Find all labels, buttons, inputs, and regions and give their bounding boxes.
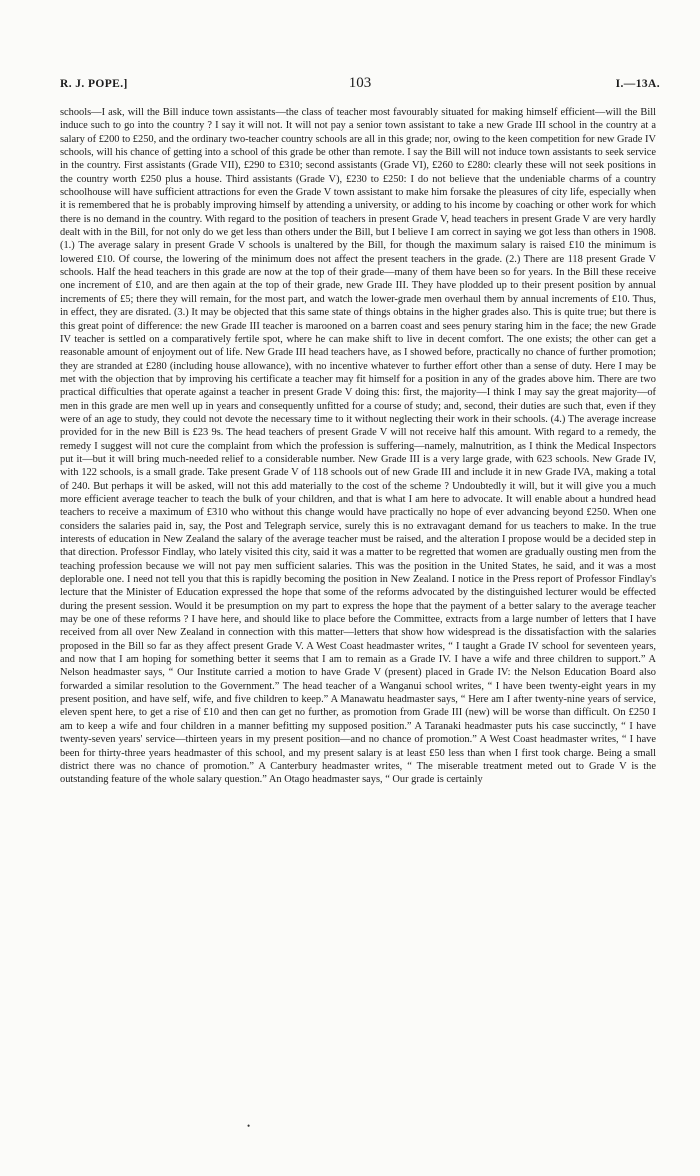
footer-mark: •	[247, 1121, 251, 1131]
body-paragraph-container	[60, 106, 656, 787]
page-header	[60, 75, 660, 96]
page-number: 103	[348, 75, 372, 91]
running-head-author: R. J. POPE.]	[60, 78, 128, 90]
body-paragraph: schools—I ask, will the Bill induce town assistants—the class of teacher most favourably situated for making himself efficient—will the Bill induce such to go into the country ? I say it will not. It will not pay a senior town assistant to take a new Grade III school in the country at a salary of £200 to £250, and the ordinary two-teacher country schools are all in this grade; nor, owing to the keen competition for new Grade IV schools, will his chance of getting into a school of this grade be other than remote. I say the Bill will not induce town assistants to seek service in the country. First assistants (Grade VII), £290 to £310; second assistants (Grade VI), £260 to £280: clearly these will not seek positions in the country worth £250 plus a house. Third assistants (Grade V), £230 to £250: I do not believe that the undeniable charms of a country schoolhouse will have sufficient attractions for even the Grade V town assistant to make him forsake the pleasures of city life, especially when it is remembered that he is probably improving himself by attending a university, or adding to his income by coaching or other work for which there is no demand in the country. With regard to the position of teachers in present Grade V, head teachers in present Grade V are very hardly dealt with in the Bill, for not only do we get less than others under the Bill, but I believe I am correct in saying we got less than others in 1908. (1.) The average salary in present Grade V schools is unaltered by the Bill, for though the maximum salary is raised £10 the minimum is lowered £10. Of course, the lowering of the minimum does not affect the present teachers in the grade. (2.) There are 118 present Grade V schools. Half the head teachers in this grade are now at the top of their grade—many of them have been so for years. In the Bill these receive one increment of £10, and are then again at the top of their grade, new Grade III. They have plodded up to their present position by annual increments of £5; there they will remain, for the most part, and watch the lower-grade men overhaul them by annual increments of £10. Thus, in effect, they are disrated. (3.) It may be objected that this same state of things obtains in the higher grades also. This is quite true; but there is this great point of difference: the new Grade III teacher is marooned on a barren coast and sees penury staring him in the face; the new Grade IV teacher is settled on a comparatively fertile spot, where he can make shift to live in decent comfort. The one exists; the other can get a reasonable amount of enjoyment out of life. New Grade III head teachers have, as I showed before, practically no chance of further promotion; they are stranded at £280 (including house allowance), with no incentive whatever to further effort other than a sense of duty. Here I may be met with the objection that by improving his certificate a teacher may fit himself for a position in any of the grades above him. There are two practical difficulties that operate against a teacher in present Grade V doing this: first, the majority—I think I may say the great majority—of men in this grade are men well up in years and consequently unfitted for a course of study; and, second, their duties are such that, even if they were of an age to study, they could not devote the necessary time to it without neglecting their work in their schools. (4.) The average increase provided for in the new Bill is £23 9s. The head teachers of present Grade V will not receive half this amount. With regard to a remedy, the remedy I suggest will not cure the complaint from which the profession is suffering—namely, malnutrition, as I think the Medical Inspectors put it—but it will bring much-needed relief to a considerable number. New Grade III is a very large grade, with 623 schools. New Grade IV, with 122 schools, is a small grade. Take present Grade V of 118 schools out of new Grade III and include it in new Grade IVA, making a total of 240. But perhaps it will be asked, will not this add materially to the cost of the scheme ? Undoubtedly it will, but it will give you a much more efficient average teacher to teach the bulk of your children, and that is what I am here to advocate. It will enable about a hundred head teachers to receive a maximum of £310 who without this change would have practically no hope of ever advancing beyond £250. When one considers the salaries paid in, say, the Post and Telegraph service, surely this is no extravagant demand for us teachers to make. In the true interests of education in New Zealand the salary of the average teacher must be raised, and the alteration I propose would be a decided step in that direction. Professor Findlay, who lately visited this city, said it was a matter to be regretted that women are gradually ousting men from the teaching profession because we will not pay men sufficient salaries. This was the position in the United States, he said, and it was a most deplorable one. I need not tell you that this is rapidly becoming the position in New Zealand. I notice in the Press report of Professor Findlay's lecture that the Minister of Education expressed the hope that some of the reforms advocated by the distinguished lecturer would be effected during the present session. Would it be presumption on my part to express the hope that the payment of a better salary to the average teacher may be one of these reforms ? I have here, and should like to place before the Committee, extracts from a large number of letters that I have received from all over New Zealand in connection with this matter—letters that show how widespread is the dissatisfaction with the salaries proposed in the Bill so far as they affect present Grade V. A West Coast headmaster writes, “ I taught a Grade IV school for seventeen years, and now that I am hoping for something better it seems that I am to remain as a Grade IV. I have a wife and three children to support.” A Nelson headmaster says, “ Our Institute carried a motion to have Grade V (present) placed in Grade IV: the Nelson Education Board also forwarded a similar resolution to the Government.” The head teacher of a Wanganui school writes, “ I have been twenty-eight years in my present position, and have self, wife, and five children to keep.” A Manawatu headmaster says, “ Here am I after twenty-nine years of service, eleven spent here, to get a rise of £10 and then can get no further, as promotion from Grade III (new) will be worse than difficult. On £250 I am to keep a wife and four children in a manner befitting my supposed position.” A Taranaki headmaster puts his case succinctly, “ I have twenty-seven years' service—thirteen years in my present position—and no chance of promotion.” A West Coast headmaster writes, “ I have been for thirty-three years headmaster of this school, and my present salary is at least £50 less than when I first took charge. Being a small district there was no chance of promotion.” A Canterbury headmaster writes, “ The miserable treatment meted out to Grade V is the outstanding feature of the whole salary question.” An Otago headmaster says, “ Our grade is certainly	[60, 107, 656, 786]
document-reference: I.—13A.	[615, 78, 660, 90]
